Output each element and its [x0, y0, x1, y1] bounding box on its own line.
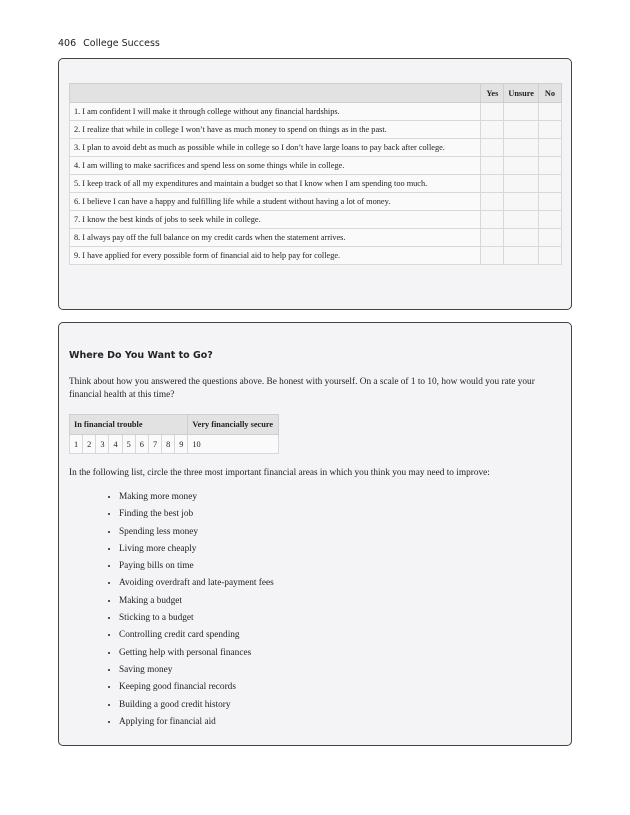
- list-item: • Getting help with personal finances: [119, 645, 274, 662]
- list-item: • Building a good credit history: [119, 697, 274, 714]
- scale-number[interactable]: 5: [122, 435, 135, 454]
- scale-low-label: In financial trouble: [70, 415, 188, 435]
- no-cell[interactable]: [539, 229, 562, 247]
- yes-cell[interactable]: [481, 121, 504, 139]
- unsure-cell[interactable]: [504, 229, 539, 247]
- list-item: • Keeping good financial records: [119, 679, 274, 696]
- scale-header-row: [70, 415, 279, 435]
- unsure-cell[interactable]: [504, 121, 539, 139]
- list-item: • Living more cheaply: [119, 541, 274, 558]
- table-row: [70, 247, 562, 265]
- list-item: • Spending less money: [119, 524, 274, 541]
- statement-cell: 4. I am willing to make sacrifices and spend less on some things while in college.: [70, 157, 481, 175]
- yes-cell[interactable]: [481, 103, 504, 121]
- list-item: • Controlling credit card spending: [119, 627, 274, 644]
- yes-cell[interactable]: [481, 247, 504, 265]
- table-row: [70, 175, 562, 193]
- scale-number[interactable]: 2: [83, 435, 96, 454]
- scale-number[interactable]: 4: [109, 435, 122, 454]
- scale-number[interactable]: 9: [175, 435, 188, 454]
- statement-cell: 8. I always pay off the full balance on my credit cards when the statement arrives.: [70, 229, 481, 247]
- intro-paragraph: Think about how you answered the questions above. Be honest with yourself. On a scale of 1 to 10, how would you rate your financial health at this time?: [69, 377, 535, 400]
- scale-number[interactable]: 10: [188, 435, 279, 454]
- scale-number[interactable]: 1: [70, 435, 83, 454]
- section-heading: Where Do You Want to Go?: [69, 350, 213, 361]
- list-item: • Making a budget: [119, 593, 274, 610]
- unsure-cell[interactable]: [504, 103, 539, 121]
- statement-cell: 3. I plan to avoid debt as much as possible while in college so I don’t have large loans to pay back after college.: [70, 139, 481, 157]
- self-assessment-box: [58, 58, 572, 310]
- statement-cell: 7. I know the best kinds of jobs to seek while in college.: [70, 211, 481, 229]
- list-item: • Saving money: [119, 662, 274, 679]
- scale-number[interactable]: 7: [148, 435, 161, 454]
- list-intro-paragraph: In the following list, circle the three most important financial areas in which you think you may need to improve:: [69, 468, 490, 478]
- running-head: [58, 38, 160, 49]
- unsure-cell[interactable]: [504, 139, 539, 157]
- scale-high-label: Very financially secure: [188, 415, 279, 435]
- no-cell[interactable]: [539, 175, 562, 193]
- yes-cell[interactable]: [481, 157, 504, 175]
- yes-cell[interactable]: [481, 229, 504, 247]
- unsure-cell[interactable]: [504, 211, 539, 229]
- column-header-unsure: Unsure: [504, 84, 539, 103]
- no-cell[interactable]: [539, 121, 562, 139]
- list-item: • Paying bills on time: [119, 558, 274, 575]
- scale-number[interactable]: 6: [135, 435, 148, 454]
- scale-number-row: [70, 435, 279, 454]
- unsure-cell[interactable]: [504, 247, 539, 265]
- financial-health-scale: [69, 414, 279, 454]
- no-cell[interactable]: [539, 139, 562, 157]
- list-item: • Applying for financial aid: [119, 714, 274, 731]
- list-item: • Finding the best job: [119, 506, 274, 523]
- no-cell[interactable]: [539, 211, 562, 229]
- self-assessment-table: [69, 83, 562, 265]
- yes-cell[interactable]: [481, 139, 504, 157]
- table-row: [70, 229, 562, 247]
- table-row: [70, 103, 562, 121]
- yes-cell[interactable]: [481, 211, 504, 229]
- book-title: College Success: [83, 38, 160, 49]
- statement-cell: 1. I am confident I will make it through college without any financial hardships.: [70, 103, 481, 121]
- column-header-yes: Yes: [481, 84, 504, 103]
- no-cell[interactable]: [539, 193, 562, 211]
- unsure-cell[interactable]: [504, 175, 539, 193]
- table-row: [70, 157, 562, 175]
- scale-number[interactable]: 3: [96, 435, 109, 454]
- statement-cell: 9. I have applied for every possible form of financial aid to help pay for college.: [70, 247, 481, 265]
- yes-cell[interactable]: [481, 193, 504, 211]
- list-item: • Avoiding overdraft and late-payment fees: [119, 575, 274, 592]
- no-cell[interactable]: [539, 103, 562, 121]
- statement-cell: 2. I realize that while in college I won’t have as much money to spend on things as in the past.: [70, 121, 481, 139]
- no-cell[interactable]: [539, 157, 562, 175]
- statement-cell: 5. I keep track of all my expenditures and maintain a budget so that I know when I am spending too much.: [70, 175, 481, 193]
- table-header-row: [70, 84, 562, 103]
- list-item: • Sticking to a budget: [119, 610, 274, 627]
- where-do-you-want-to-go-box: [58, 322, 572, 746]
- financial-areas-list: [105, 489, 274, 731]
- list-item: • Making more money: [119, 489, 274, 506]
- table-row: [70, 211, 562, 229]
- yes-cell[interactable]: [481, 175, 504, 193]
- table-row: [70, 139, 562, 157]
- column-header-no: No: [539, 84, 562, 103]
- table-row: [70, 121, 562, 139]
- scale-number[interactable]: 8: [162, 435, 175, 454]
- unsure-cell[interactable]: [504, 193, 539, 211]
- table-row: [70, 193, 562, 211]
- statement-cell: 6. I believe I can have a happy and fulfilling life while a student without having a lot of money.: [70, 193, 481, 211]
- column-header-statement: [70, 84, 481, 103]
- no-cell[interactable]: [539, 247, 562, 265]
- page-number: 406: [58, 38, 77, 49]
- unsure-cell[interactable]: [504, 157, 539, 175]
